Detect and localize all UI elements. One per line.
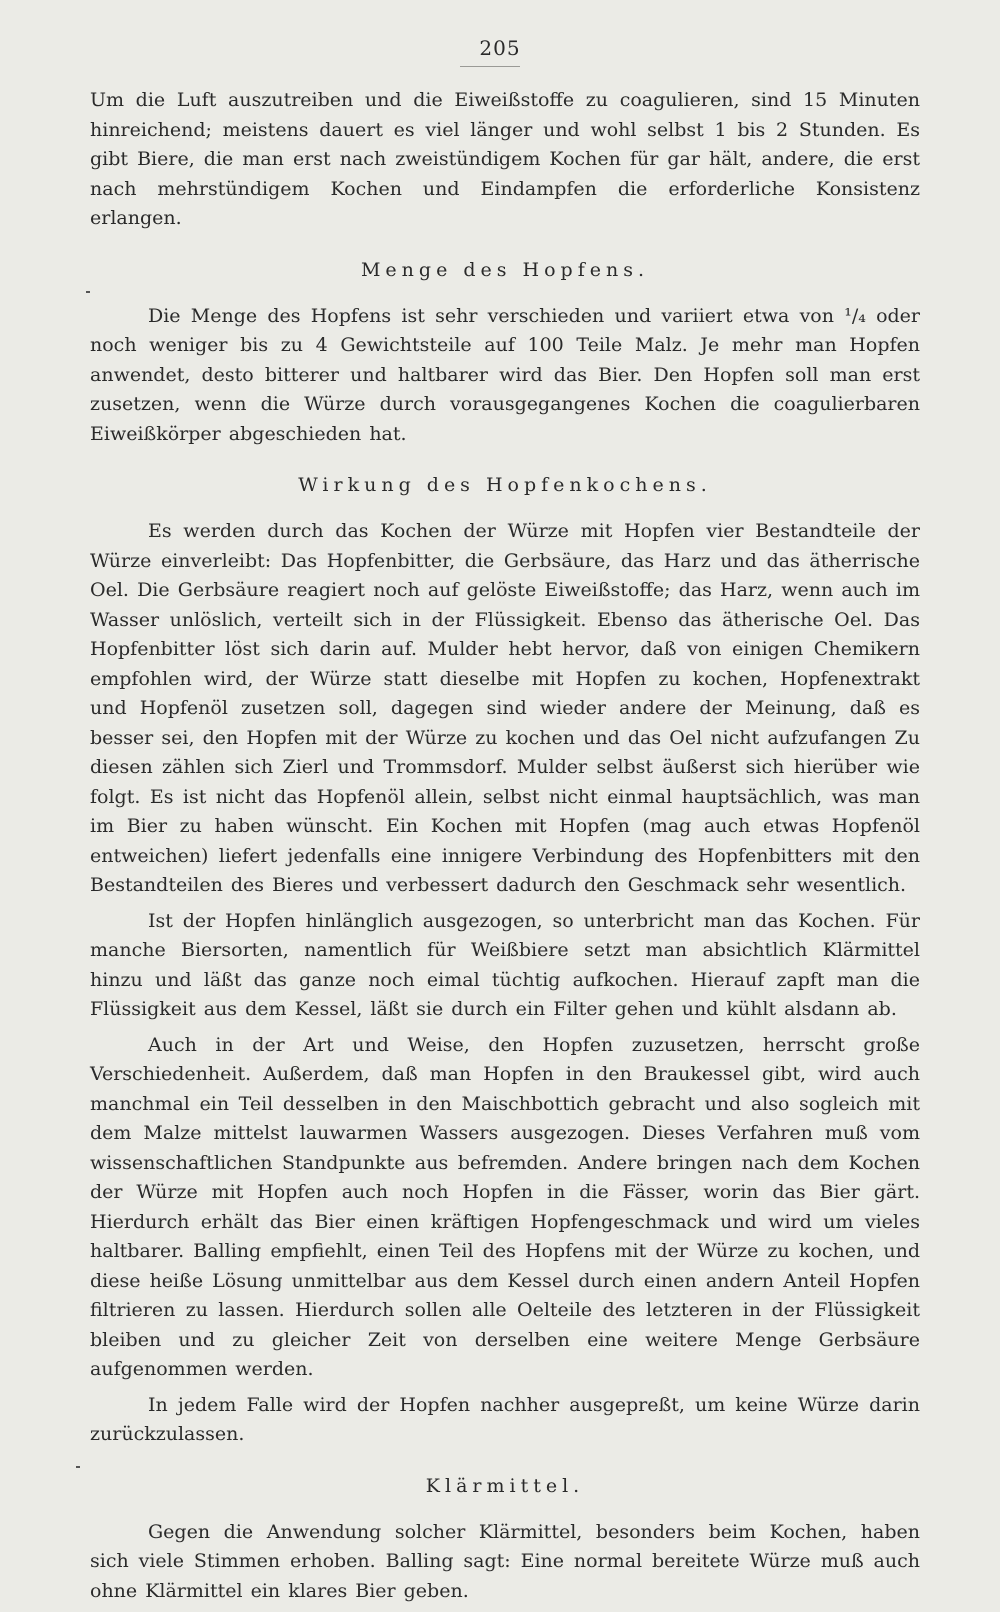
page-body <box>90 86 920 1612</box>
paragraph: In jedem Falle wird der Hopfen nachher ausgepreßt, um keine Würze darin zurückzulassen. <box>90 1393 920 1445</box>
paragraph: Gegen die Anwendung solcher Klärmittel, besonders beim Kochen, haben sich viele Stimmen erhoben. Balling sagt: Eine normal bereitete Würze muß auch ohne Klärmittel ein klares Bier geben. <box>90 1520 920 1602</box>
paragraph: Die Menge des Hopfens ist sehr verschieden und variiert etwa von ¹/₄ oder noch weniger bis zu 4 Gewichtsteile auf 100 Teile Malz. Je mehr man Hopfen anwendet, desto bitterer und haltbarer wird das Bier. Den Hopfen soll man erst zusetzen, wenn die Würze durch vorausgegangenes Kochen die coagulierbaren Eiweißkörper abgeschieden hat. <box>90 304 920 445</box>
section-heading-wirkung: Wirkung des Hopfenkochens. <box>298 474 712 496</box>
section-heading-menge: Menge des Hopfens. <box>360 258 650 281</box>
paragraph: Um die Luft auszutreiben und die Eiweißstoffe zu coagulieren, sind 15 Minuten hinreichend; meistens dauert es viel länger und wohl selbst 1 bis 2 Stunden. Es gibt Biere, die man erst nach zweistündigem Kochen für gar hält, andere, die erst nach mehrstündigem Kochen und Eindampfen die erforderliche Konsistenz erlangen. <box>90 89 920 229</box>
page-number-rule <box>460 66 520 67</box>
paragraph: Auch in der Art und Weise, den Hopfen zuzusetzen, herrscht große Verschiedenheit. Außerdem, daß man Hopfen in den Braukessel gibt, wird auch manchmal ein Teil desselben in den Maischbottich gebracht und also sogleich mit dem Malze mittelst lauwarmen Wassers ausgezogen. Dieses Verfahren muß vom wissenschaftlichen Standpunkte aus befremden. Andere bringen nach dem Kochen der Würze mit Hopfen auch noch Hopfen in die Fässer, worin das Bier gärt. Hierdurch erhält das Bier einen kräftigen Hopfengeschmack und wird um vieles haltbarer. Balling empfiehlt, einen Teil des Hopfens mit der Würze zu kochen, und diese heiße Lösung unmittelbar aus dem Kessel durch einen andern Anteil Hopfen filtrieren zu lassen. Hierdurch sollen alle Oelteile des letzteren in der Flüssigkeit bleiben und zu gleicher Zeit von derselben eine weitere Menge Gerbsäure aufgenommen werden. <box>90 1033 920 1380</box>
margin-mark <box>76 1466 80 1468</box>
page-number: 205 <box>479 36 521 60</box>
paragraph: Es werden durch das Kochen der Würze mit Hopfen vier Bestandteile der Würze einverleibt: Das Hopfenbitter, die Gerbsäure, das Harz und das ätherrische Oel. Die Gerbsäure reagiert noch auf gelöste Eiweißstoffe; das Harz, wenn auch im Wasser unlöslich, verteilt sich in der Flüssigkeit. Ebenso das ätherische Oel. Das Hopfenbitter löst sich darin auf. Mulder hebt hervor, daß von einigen Chemikern empfohlen wird, der Würze statt dieselbe mit Hopfen zu kochen, Hopfenextrakt und Hopfenöl zusetzen soll, dagegen sind wieder andere der Meinung, daß es besser sei, den Hopfen mit der Würze zu kochen und das Oel nicht aufzufangen Zu diesen zählen sich Zierl und Trommsdorf. Mulder selbst äußerst sich hierüber wie folgt. Es ist nicht das Hopfenöl allein, selbst nicht einmal hauptsächlich, was man im Bier zu haben wünscht. Ein Kochen mit Hopfen (mag auch etwas Hopfenöl entweichen) liefert jedenfalls eine innigere Verbindung des Hopfenbitters mit den Bestandteilen des Bieres und verbessert dadurch den Geschmack sehr wesentlich. <box>90 520 920 896</box>
section-heading-klaermittel: Klärmittel. <box>425 1474 585 1497</box>
paragraph: Ist der Hopfen hinlänglich ausgezogen, so unterbricht man das Kochen. Für manche Biersorten, namentlich für Weißbiere setzt man absichtlich Klärmittel hinzu und läßt das ganze noch eimal tüchtig aufkochen. Hierauf zapft man die Flüssigkeit aus dem Kessel, läßt sie durch ein Filter gehen und kühlt alsdann ab. <box>90 909 920 1020</box>
